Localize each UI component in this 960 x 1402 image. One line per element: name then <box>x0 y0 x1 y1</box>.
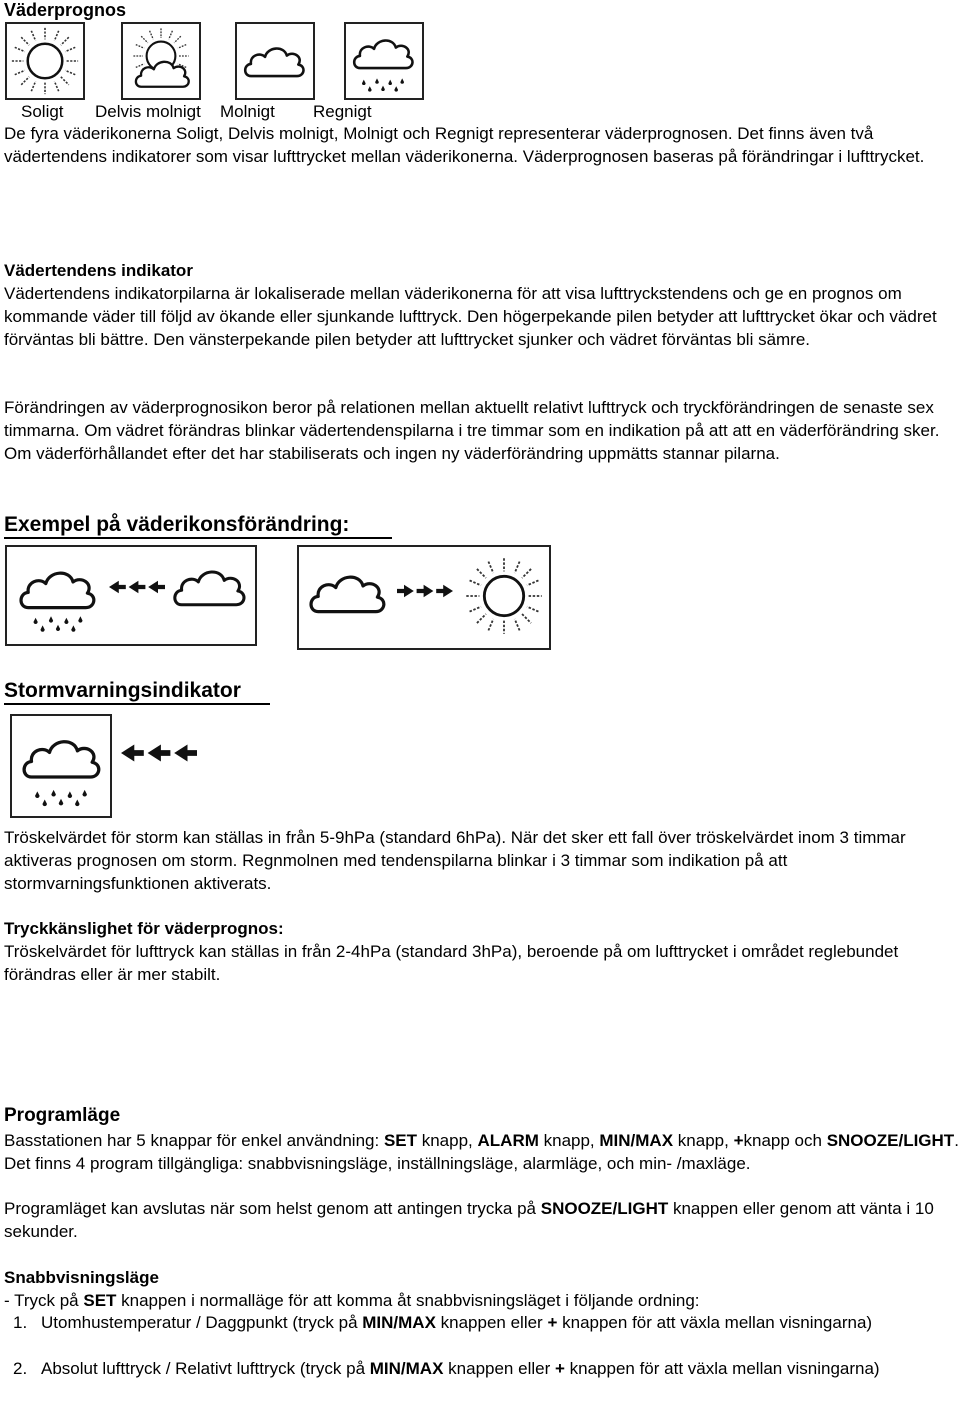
storm-title-underline <box>4 703 270 705</box>
example-title: Exempel på väderikonsförändring: <box>4 513 350 536</box>
icon-label-cloudy: Molnigt <box>220 102 275 121</box>
quickview-title: Snabbvisningsläge <box>4 1268 159 1287</box>
storm-left-arrows-icon <box>121 742 197 764</box>
program-title: Programläge <box>4 1105 121 1126</box>
example-falling-pressure-panel <box>5 545 257 646</box>
sensitivity-paragraph: Tröskelvärdet för lufttryck kan ställas in från 2-4hPa (standard 3hPa), beroende på om lufttrycket i området reglebundet förändras eller är mer stabilt. <box>4 942 899 984</box>
icon-label-partly-cloudy: Delvis molnigt <box>95 102 201 121</box>
quickview-intro: - Tryck på SET knappen i normalläge för att komma åt snabbvisningsläget i följande ordning: <box>4 1291 700 1310</box>
storm-warning-rain-icon <box>10 714 112 818</box>
tendency-paragraph-2: Förändringen av väderprognosikon beror på relationen mellan aktuellt relativt lufttryck och tryckförändringen de senaste sex timmarna. Om vädret förändras blinkar vädertendenspilarna i tre timmar som en indikation på att att en väderförändring sker. Om väderförhållandet efter det har stabiliserats och ingen ny väderförändring uppmätts stannar pilarna. <box>4 398 940 463</box>
tendency-paragraph-1: Vädertendens indikatorpilarna är lokaliserade mellan väderikonerna för att visa lufttryckstendens och ge en prognos om kommande väder till följd av ökande eller sjunkande lufttryck. Den högerpekande pilen betyder att lufttrycket ökar och vädret förväntas bli bättre. Den vänsterpekande pilen betyder att lufttrycket sjunker och vädret förväntas bli sämre. <box>4 284 937 349</box>
quickview-list-item: 1. Utomhustemperatur / Daggpunkt (tryck på MIN/MAX knappen eller + knappen för att växla mellan visningarna) <box>13 1313 873 1332</box>
example-title-underline <box>4 537 392 539</box>
sunny-icon <box>5 22 85 100</box>
quickview-list-item: 2. Absolut lufttryck / Relativt lufttryck (tryck på MIN/MAX knappen eller + knappen för att växla mellan visningarna) <box>13 1359 880 1378</box>
left-arrows-icon <box>109 579 165 595</box>
storm-paragraph: Tröskelvärdet för storm kan ställas in från 5-9hPa (standard 6hPa). När det sker ett fall över tröskelvärdet inom 3 timmar aktiveras prognosen om storm. Regnmolnen med tendenspilarna blinkar i 3 timmar som indikation på att stormvarningsfunktionen aktiverats. <box>4 828 906 893</box>
icon-label-sunny: Soligt <box>21 102 64 121</box>
example-rising-pressure-panel <box>297 545 551 650</box>
partly-cloudy-icon <box>121 22 201 100</box>
cloudy-icon <box>235 22 315 100</box>
forecast-description: De fyra väderikonerna Soligt, Delvis molnigt, Molnigt och Regnigt representerar väderprognosen. Det finns även två vädertendens indikatorer som visar lufttrycket mellan väderikonerna. Väderprognosen baseras på förändringar i lufttrycket. <box>4 124 925 166</box>
program-paragraph-2: Programläget kan avslutas när som helst genom att antingen trycka på SNOOZE/LIGHT knappen eller genom att vänta i 10 sekunder. <box>4 1199 934 1241</box>
icon-label-rainy: Regnigt <box>313 102 372 121</box>
right-arrows-icon <box>397 583 453 599</box>
sensitivity-title: Tryckkänslighet för väderprognos: <box>4 919 284 938</box>
storm-title: Stormvarningsindikator <box>4 679 241 702</box>
rainy-icon <box>344 22 424 100</box>
forecast-title: Väderprognos <box>4 0 127 20</box>
program-paragraph-1: Basstationen har 5 knappar för enkel användning: SET knapp, ALARM knapp, MIN/MAX knapp, +knapp och SNOOZE/LIGHT. Det finns 4 program tillgängliga: snabbvisningsläge, inställningsläge, alarmläge, och min- /maxläge. <box>4 1131 959 1173</box>
tendency-title: Vädertendens indikator <box>4 261 193 280</box>
